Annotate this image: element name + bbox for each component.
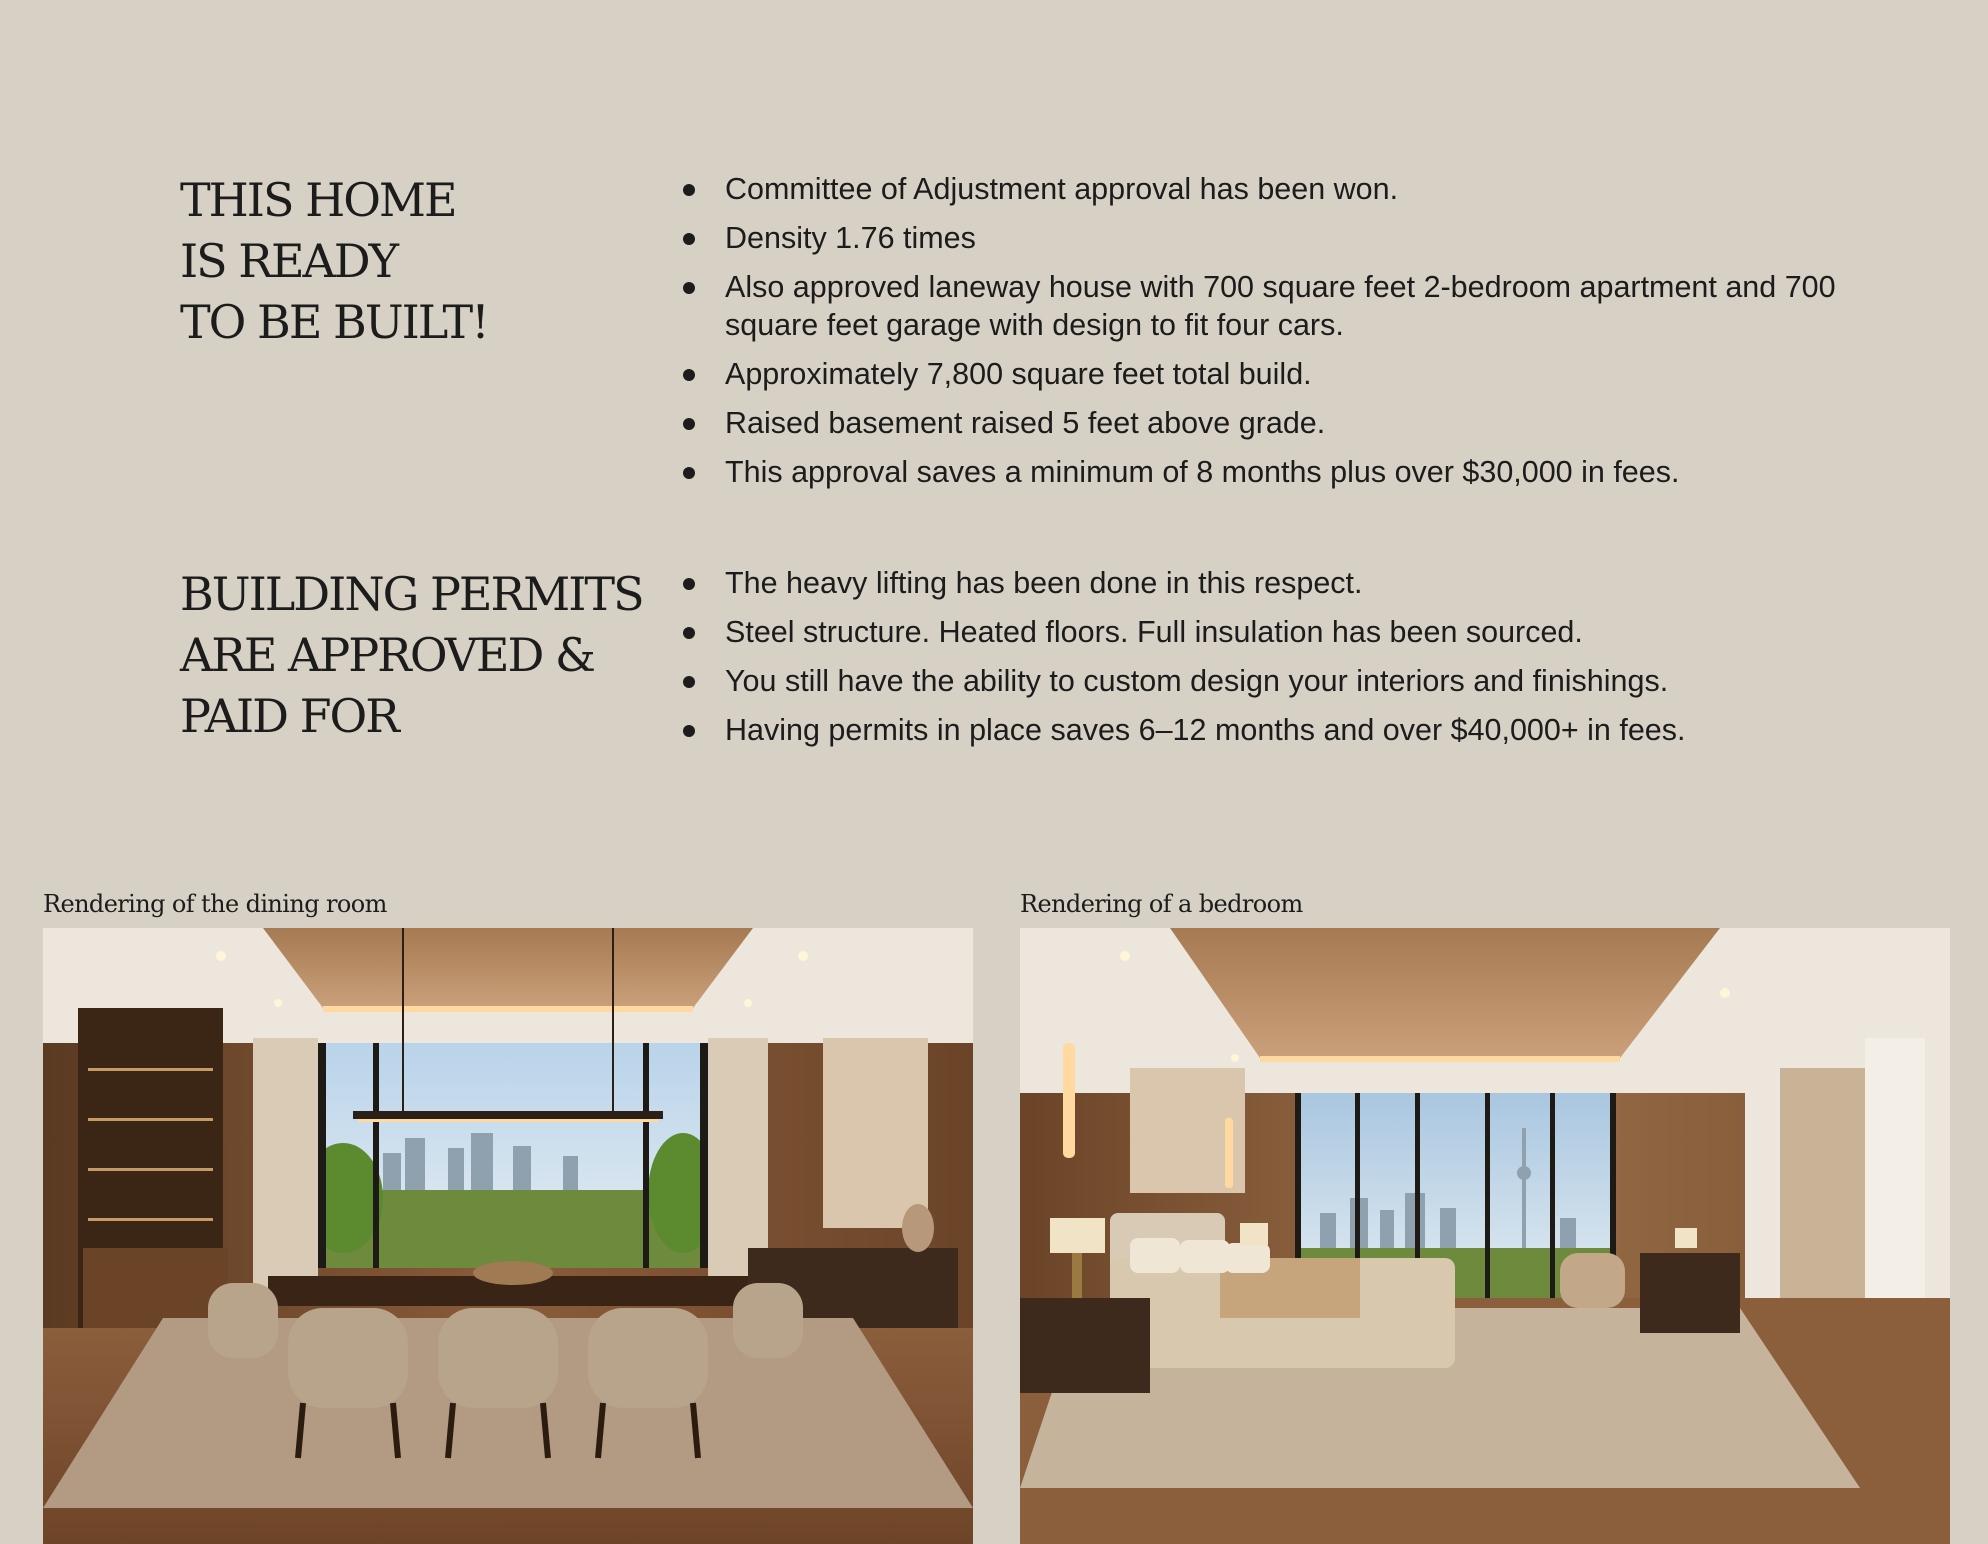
bullet-item: Raised basement raised 5 feet above grade.: [680, 404, 1880, 442]
dining-room-caption: Rendering of the dining room: [43, 890, 387, 918]
dining-room-rendering: [43, 928, 973, 1544]
bullet-item: Committee of Adjustment approval has been won.: [680, 170, 1880, 208]
bedroom-caption: Rendering of a bedroom: [1020, 890, 1303, 918]
building-permits-heading: [180, 564, 660, 747]
bullet-item: Steel structure. Heated floors. Full insulation has been sourced.: [680, 613, 1880, 651]
approval-bullet-list: [680, 159, 1880, 491]
heading-line: PAID FOR: [180, 689, 398, 743]
bedroom-rendering: [1020, 928, 1950, 1544]
bullet-item: This approval saves a minimum of 8 months plus over $30,000 in fees.: [680, 453, 1880, 491]
bullet-item: Approximately 7,800 square feet total build.: [680, 355, 1880, 393]
bedroom-image: [1020, 928, 1950, 1544]
bullet-item: Also approved laneway house with 700 square feet 2-bedroom apartment and 700 square feet garage with design to fit four cars.: [680, 268, 1880, 344]
heading-line: TO BE BUILT!: [180, 295, 488, 349]
bullet-item: Density 1.76 times: [680, 219, 1880, 257]
permit-bullet-list: [680, 553, 1880, 749]
dining-room-image: [43, 928, 973, 1544]
heading-line: THIS HOME: [180, 173, 456, 227]
bullet-item: You still have the ability to custom design your interiors and finishings.: [680, 662, 1880, 700]
bullet-item: The heavy lifting has been done in this respect.: [680, 564, 1880, 602]
heading-line: BUILDING PERMITS: [180, 567, 643, 621]
heading-line: ARE APPROVED &: [180, 628, 594, 682]
bullet-item: Having permits in place saves 6–12 months and over $40,000+ in fees.: [680, 711, 1880, 749]
heading-line: IS READY: [180, 234, 397, 288]
ready-to-build-heading: [180, 170, 660, 353]
